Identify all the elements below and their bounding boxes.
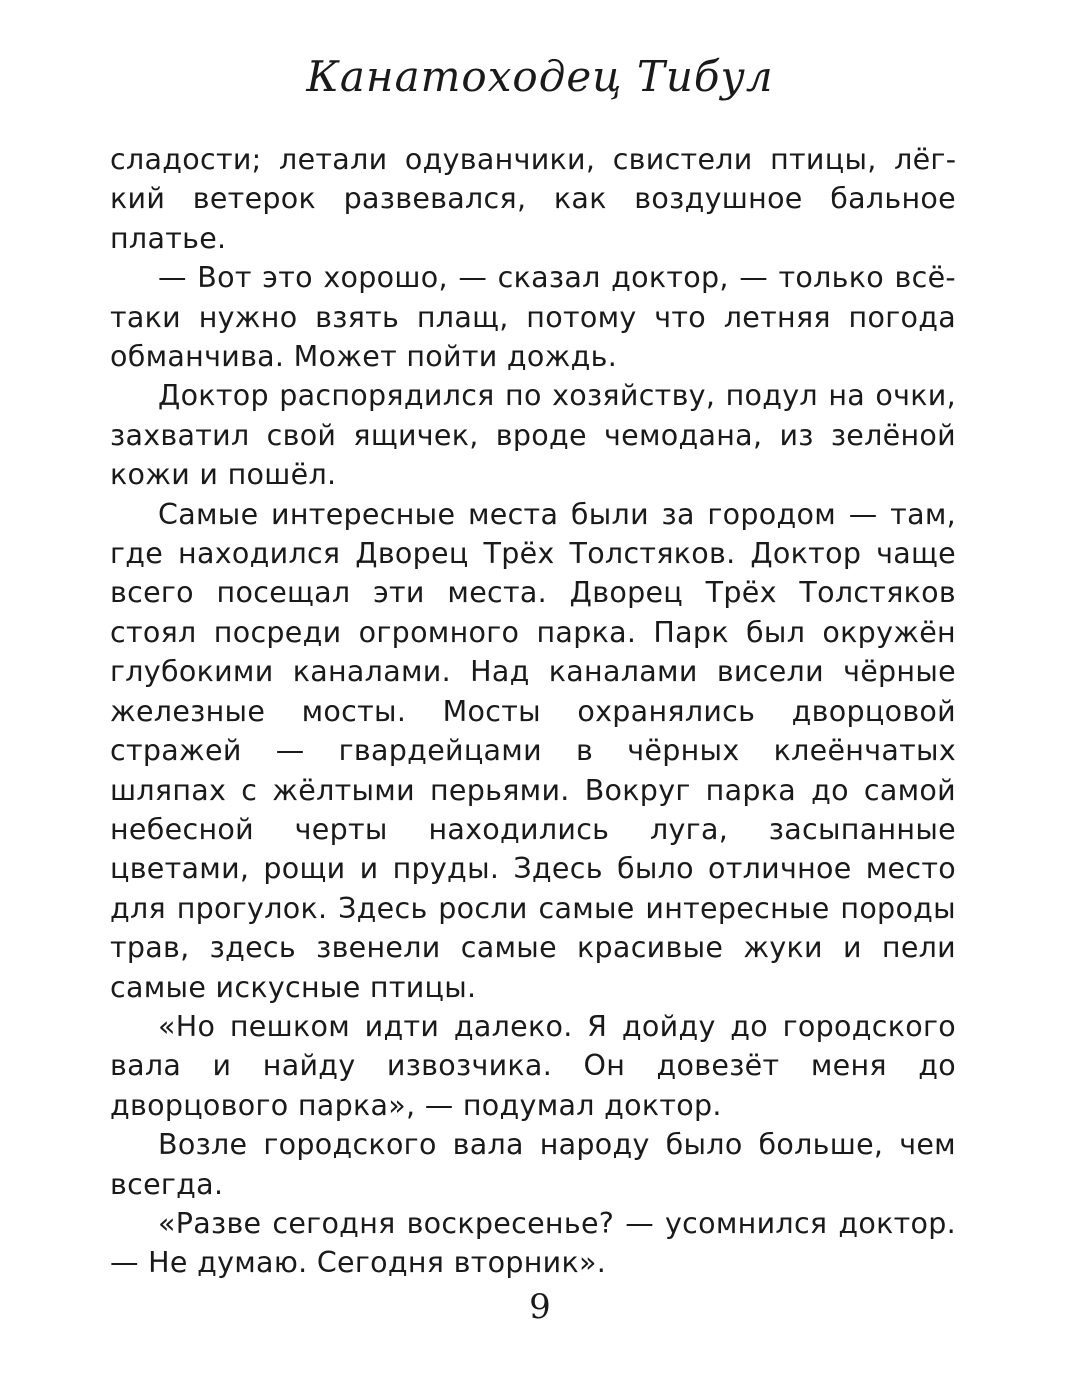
running-title: Канатоходец Тибул <box>306 52 774 101</box>
paragraph-4: Самые интересные места были за городом — там, где находился Дворец Трёх Толстяков. Доктор чаще всего посещал эти места. Дворец Трёх Толстяков стоял посреди огромного парка. Парк был окружён глубокими каналами. Над каналами висели чёрные железные мосты. Мосты охранялись дворцовой стражей — гвардейцами в чёрных клеёнчатых шляпах с жёлтыми перьями. Вокруг парка до самой небесной черты находились луга, засыпанные цветами, рощи и пруды. Здесь было отличное место для прогулок. Здесь росли самые интересные породы трав, здесь звенели самые красивые жуки и пели самые искусные птицы. <box>110 497 956 1004</box>
paragraph-2: — Вот это хорошо, — сказал доктор, — только всё-таки нужно взять плащ, потому что летняя погода обманчива. Может пойти дождь. <box>110 261 956 374</box>
paragraph-6: Возле городского вала народу было больше, чем всегда. <box>110 1128 956 1201</box>
page-number: 9 <box>529 1287 551 1327</box>
paragraph-3: Доктор распорядился по хозяйству, подул на очки, захватил свой ящичек, вроде чемодана, из зелёной кожи и пошёл. <box>110 379 956 492</box>
body-text <box>110 140 956 1283</box>
paragraph-7: «Разве сегодня воскресенье? — усомнился доктор. — Не думаю. Сегодня вторник». <box>110 1206 956 1280</box>
paragraph-5: «Но пешком идти далеко. Я дойду до городского вала и найду извозчика. Он довезёт меня до дворцового парка», — подумал доктор. <box>110 1009 956 1122</box>
paragraph-1: сладости; летали одуванчики, свистели птицы, лёгкий ветерок развевался, как воздушное бальное платье. <box>110 143 956 255</box>
